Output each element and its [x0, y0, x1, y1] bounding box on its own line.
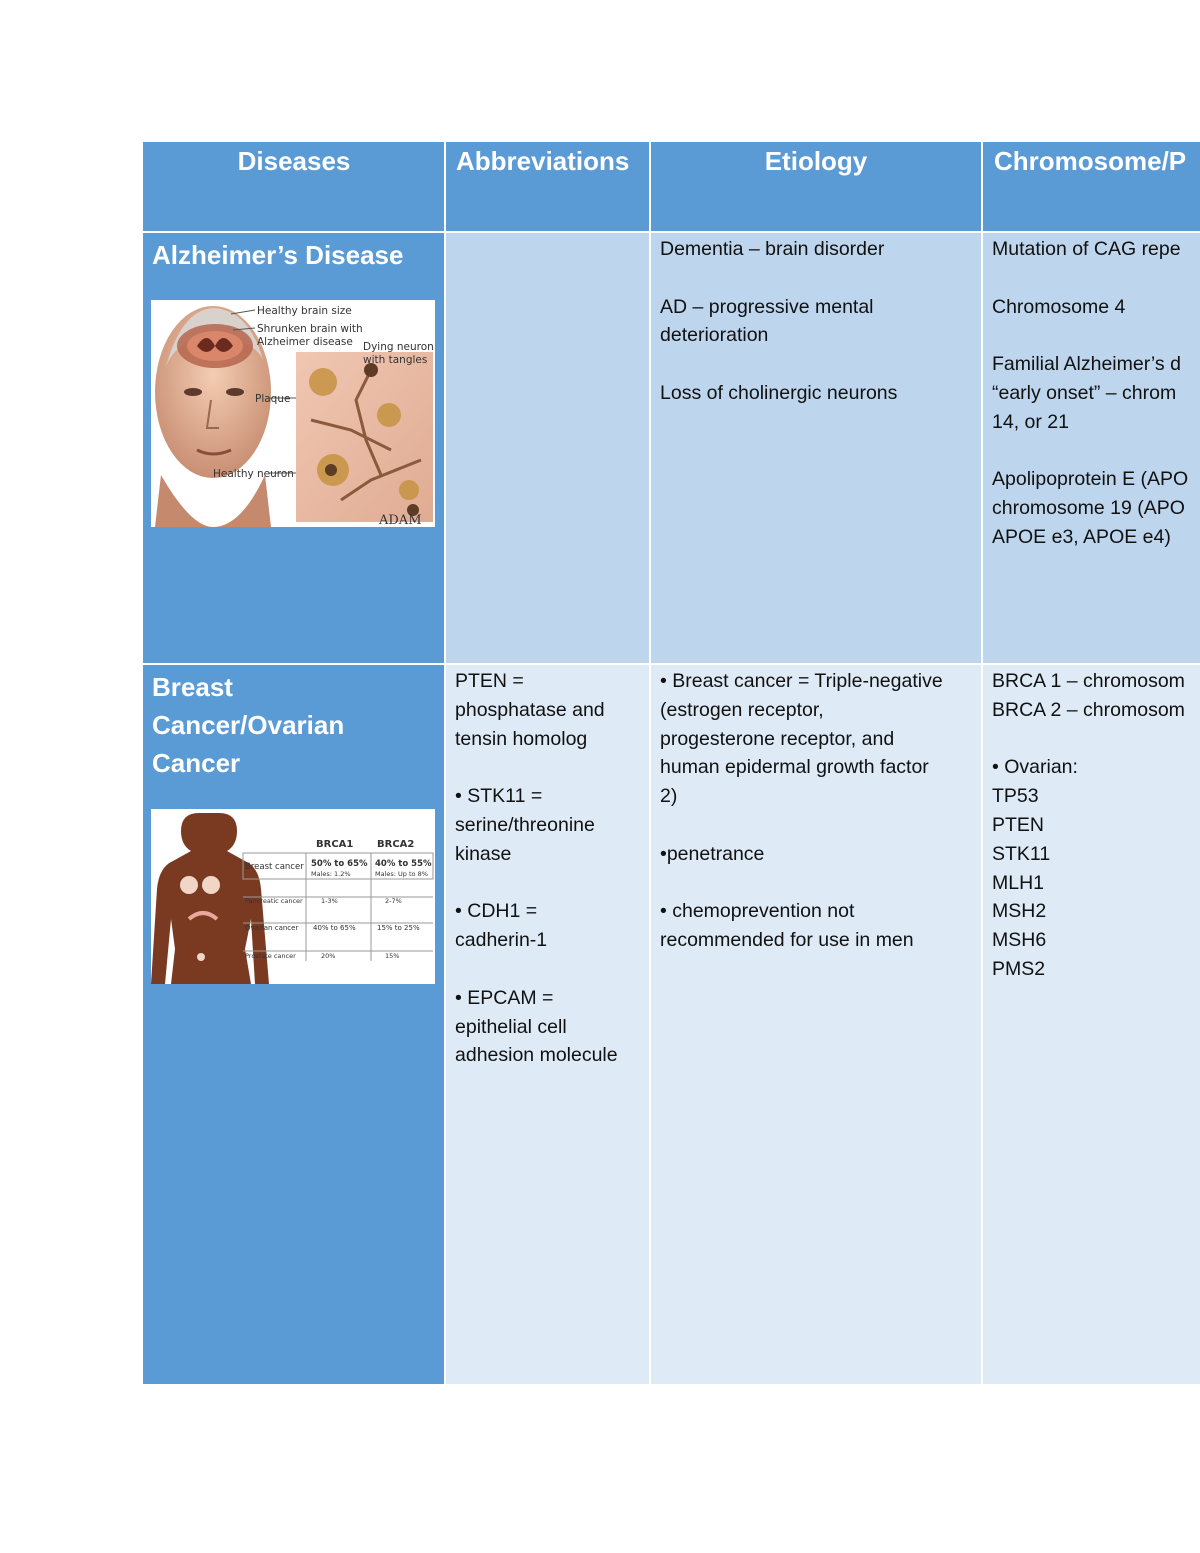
abbreviation-line: phosphatase and	[455, 698, 605, 721]
header-etiology-label: Etiology	[764, 146, 868, 176]
gene-item: MLH1	[992, 871, 1045, 894]
etiology-line: Dementia – brain disorder	[660, 238, 885, 260]
abbreviation-line: epithelial cell	[455, 1015, 567, 1038]
chromosome-line: APOE e3, APOE e4)	[992, 525, 1171, 548]
breast-abbreviations-cell	[445, 664, 650, 1384]
alzheimers-disease-title: Alzheimer’s Disease	[152, 240, 404, 270]
disease-table	[143, 142, 1200, 1384]
gene-item: STK11	[992, 842, 1051, 865]
adam-watermark: ADAM	[379, 513, 422, 527]
header-abbreviations	[445, 142, 650, 232]
alzheimers-chromosome-cell	[982, 232, 1200, 664]
abbreviation-line: tensin homolog	[455, 727, 588, 750]
chromosome-line: “early onset” – chrom	[992, 381, 1177, 404]
gene-item: PTEN	[992, 813, 1045, 836]
alzheimers-etiology-cell	[650, 232, 982, 664]
chromosome-line: Apolipoprotein E (APO	[992, 468, 1189, 491]
column-divider	[981, 142, 983, 1384]
etiology-line: (estrogen receptor,	[660, 698, 824, 721]
abbreviation-line: adhesion molecule	[455, 1044, 618, 1067]
header-diseases	[143, 142, 445, 232]
chromosome-line: Familial Alzheimer’s d	[992, 353, 1181, 376]
label-ovarian-cancer: Ovarian cancer	[245, 924, 299, 932]
chromosome-line: BRCA 1 – chromosom	[992, 670, 1185, 692]
brca1-breast-risk: 50% to 65%	[311, 859, 368, 869]
header-abbreviations-label: Abbreviations	[456, 146, 630, 176]
label-brca2: BRCA2	[377, 839, 415, 850]
column-divider	[649, 142, 651, 1384]
label-healthy-brain-size: Healthy brain size	[257, 305, 352, 317]
chromosome-line: BRCA 2 – chromosom	[992, 698, 1185, 721]
brca-risk-illustration	[151, 809, 435, 984]
header-chromosome	[982, 142, 1200, 232]
label-breast-cancer: Breast cancer	[245, 862, 304, 872]
etiology-line: • chemoprevention not	[660, 900, 855, 923]
brca2-male-risk: Males: Up to 8%	[375, 870, 428, 878]
label-brca1: BRCA1	[316, 839, 354, 850]
etiology-line: human epidermal growth factor	[660, 756, 929, 779]
breast-etiology-cell	[650, 664, 982, 1384]
label-shrunken-brain: Shrunken brain with	[257, 323, 363, 335]
etiology-line: AD – progressive mental	[660, 295, 874, 318]
label-prostate-cancer: Prostate cancer	[245, 952, 296, 960]
abbreviation-line: PTEN =	[455, 670, 524, 692]
abbreviation-line: serine/threonine	[455, 813, 595, 836]
etiology-line: Loss of cholinergic neurons	[660, 381, 898, 404]
brca1-pancreatic-risk: 1-3%	[321, 897, 338, 905]
brca2-prostate-risk: 15%	[385, 952, 400, 960]
alzheimers-disease-cell	[143, 232, 445, 664]
label-dying-neuron: Dying neuron	[363, 341, 434, 353]
brca2-ovarian-risk: 15% to 25%	[377, 924, 420, 932]
etiology-line: •penetrance	[660, 842, 765, 865]
row-divider	[143, 231, 1200, 233]
etiology-line: 2)	[660, 785, 678, 808]
gene-item: TP53	[992, 785, 1039, 808]
header-diseases-label: Diseases	[237, 146, 351, 176]
chromosome-line: chromosome 19 (APO	[992, 497, 1185, 520]
alzheimers-brain-illustration	[151, 300, 435, 527]
label-with-tangles: with tangles	[363, 354, 428, 366]
etiology-line: progesterone receptor, and	[660, 727, 895, 750]
disease-title-line: Cancer	[152, 748, 241, 778]
brca1-prostate-risk: 20%	[321, 952, 336, 960]
abbreviation-line: • CDH1 =	[455, 900, 538, 923]
abbreviation-line: • STK11 =	[455, 785, 543, 808]
header-chromosome-label: Chromosome/P	[994, 146, 1187, 176]
brca1-male-risk: Males: 1.2%	[311, 870, 351, 878]
brca2-breast-risk: 40% to 55%	[375, 859, 432, 869]
abbreviation-line: • EPCAM =	[455, 986, 554, 1009]
row-divider	[143, 663, 1200, 665]
disease-title-line: Cancer/Ovarian	[152, 710, 345, 740]
brca2-pancreatic-risk: 2-7%	[385, 897, 402, 905]
disease-title-line: Breast	[152, 672, 233, 702]
abbreviation-line: cadherin-1	[455, 929, 548, 952]
etiology-line: • Breast cancer = Triple-negative	[660, 670, 943, 692]
etiology-line: recommended for use in men	[660, 929, 914, 952]
label-healthy-neuron: Healthy neuron	[213, 468, 294, 480]
chromosome-line: 14, or 21	[992, 410, 1069, 433]
chromosome-line: Mutation of CAG repe	[992, 238, 1181, 260]
breast-ovarian-cancer-cell	[143, 664, 445, 1384]
etiology-line: deterioration	[660, 324, 769, 347]
header-etiology	[650, 142, 982, 232]
label-pancreatic-cancer: Pancreatic cancer	[245, 897, 303, 905]
breast-ovarian-cancer-title	[143, 664, 445, 782]
brca1-ovarian-risk: 40% to 65%	[313, 924, 356, 932]
label-alzheimer-disease: Alzheimer disease	[257, 336, 353, 348]
chromosome-line: • Ovarian:	[992, 756, 1078, 779]
alzheimers-abbreviations-cell	[445, 232, 650, 664]
gene-item: MSH6	[992, 929, 1047, 952]
breast-chromosome-cell	[982, 664, 1200, 1384]
chromosome-line: Chromosome 4	[992, 295, 1126, 318]
column-divider	[444, 142, 446, 1384]
abbreviation-line: kinase	[455, 842, 512, 865]
gene-item: MSH2	[992, 900, 1047, 923]
gene-item: PMS2	[992, 957, 1046, 980]
label-plaque: Plaque	[255, 393, 291, 405]
